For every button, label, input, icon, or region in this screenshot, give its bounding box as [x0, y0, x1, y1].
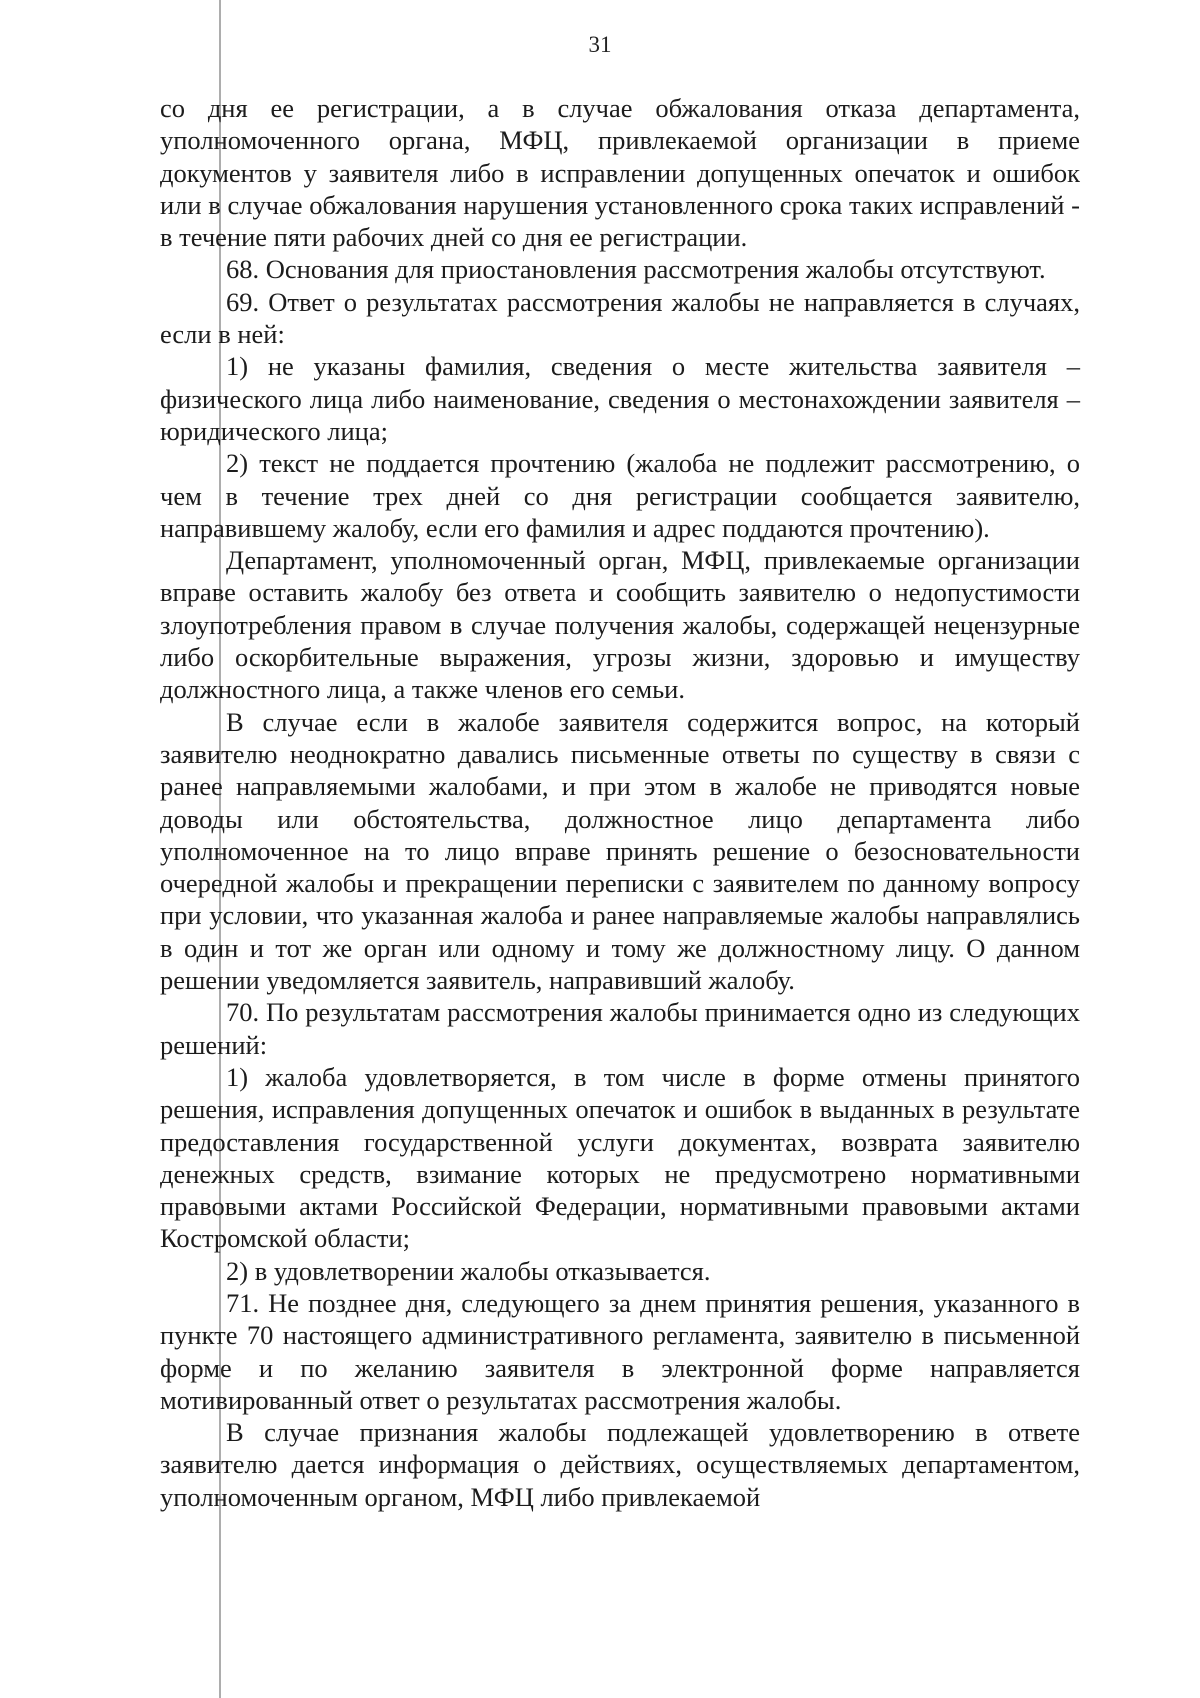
paragraph-70-item-2: 2) в удовлетворении жалобы отказывается. [226, 1255, 711, 1286]
paragraph-69: 69. Ответ о результатах рассмотрения жалобы не направляется в случаях, если в ней: [160, 286, 1080, 350]
paragraph-repeated-complaint: В случае если в жалобе заявителя содержится вопрос, на который заявителю неоднократно давались письменные ответы по существу в связи с ранее направляемыми жалобами, и при этом в жалобе не приводятся новые доводы или обстоятельства, должностное лицо департамента либо уполномоченное на то лицо вправе принять решение о безосновательности очередной жалобы и прекращении переписки с заявителем по данному вопросу при условии, что указанная жалоба и ранее направляемые жалобы направлялись в один и тот же орган или одному и тому же должностному лицу. О данном решении уведомляется заявитель, направивший жалобу. [160, 706, 1080, 996]
paragraph-continuation: со дня ее регистрации, а в случае обжалования отказа департамента, уполномоченного органа, МФЦ, привлекаемой организации в приеме документов у заявителя либо в исправлении допущенных опечаток и ошибок или в случае обжалования нарушения установленного срока таких исправлений - в течение пяти рабочих дней со дня ее регистрации. [160, 93, 1080, 253]
paragraph-70: 70. По результатам рассмотрения жалобы принимается одно из следующих решений: [160, 997, 1080, 1060]
paragraph-69-item-1: 1) не указаны фамилия, сведения о месте жительства заявителя – физического лица либо наименование, сведения о местонахождении заявителя – юридического лица; [160, 351, 1080, 446]
page-number: 31 [588, 32, 612, 57]
paragraph-69-item-2: 2) текст не поддается прочтению (жалоба не подлежит рассмотрению, о чем в течение трех дней со дня регистрации сообщается заявителю, направившему жалобу, если его фамилия и адрес поддаются прочтению). [160, 448, 1080, 543]
paragraph-68: 68. Основания для приостановления рассмотрения жалобы отсутствуют. [226, 254, 1046, 285]
document-body [160, 92, 1080, 1513]
paragraph-satisfaction-info: В случае признания жалобы подлежащей удовлетворению в ответе заявителю дается информация о действиях, осуществляемых департаментом, уполномоченным органом, МФЦ либо привлекаемой [160, 1417, 1080, 1512]
paragraph-department-right: Департамент, уполномоченный орган, МФЦ, привлекаемые организации вправе оставить жалобу без ответа и сообщить заявителю о недопустимости злоупотребления правом в случае получения жалобы, содержащей нецензурные либо оскорбительные выражения, угрозы жизни, здоровью и имуществу должностного лица, а также членов его семьи. [160, 545, 1080, 705]
paragraph-70-item-1: 1) жалоба удовлетворяется, в том числе в форме отмены принятого решения, исправления допущенных опечаток и ошибок в выданных в результате предоставления государственной услуги документах, возврата заявителю денежных средств, взимание которых не предусмотрено нормативными правовыми актами Российской Федерации, нормативными правовыми актами Костромской области; [160, 1061, 1080, 1254]
paragraph-71: 71. Не позднее дня, следующего за днем принятия решения, указанного в пункте 70 настоящего административного регламента, заявителю в письменной форме и по желанию заявителя в электронной форме направляется мотивированный ответ о результатах рассмотрения жалобы. [160, 1287, 1080, 1415]
